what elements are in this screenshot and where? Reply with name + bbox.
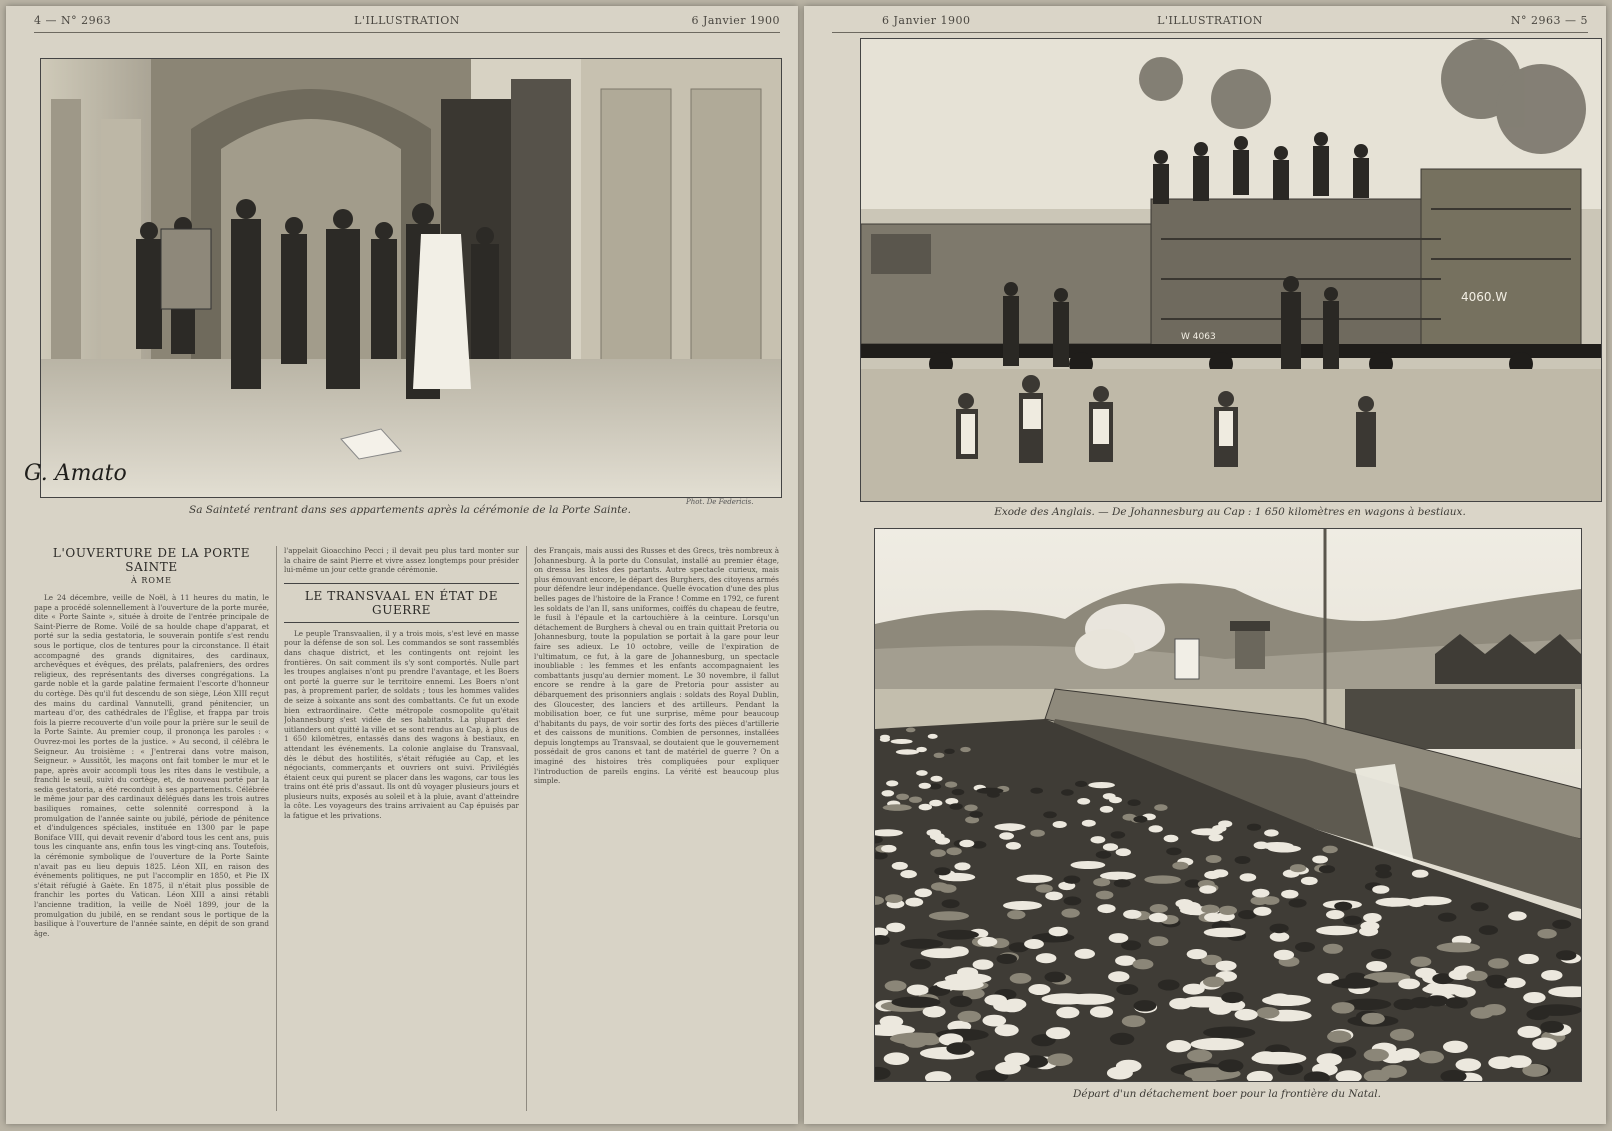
left-running-head xyxy=(34,14,780,30)
article-body-transvaal-continued: des Français, mais aussi des Russes et des Grecs, très nombreux à Johannesburg. À la porte du Consulat, installé au premier étage, on dressa les listes des partants. Autre spectacle curieux, mais plus émouvant encore, le départ des Burghers, des citoyens armés pour défendre leur indépendance. Quelle évocation d'une des plus belles pages de l'histoire de la France ! Comme en 1792, ce furent les soldats de l'an II, sans uniformes, coiffés du chapeau de feutre, le fusil à l'épaule et la cartouchière à la ceinture. Lorsqu'un détachement de Burghers à cheval ou en train quittait Pretoria ou Johannesburg, toute la population se portait à la gare pour leur faire ses adieux. Le 10 octobre, veille de l'expiration de l'ultimatum, ce fut, à la gare de Johannesburg, un spectacle inoubliable : les femmes et les enfants accompagnaient les combattants jusqu'au dernier moment. Le 30 novembre, il fallut encore se rendre à la gare de Pretoria pour assister au débarquement des prisonniers anglais : soldats des Royal Dublin, des Gloucester, des lanciers et des artilleurs. Pendant la mobilisation boer, ce fut une surprise, même pour beaucoup d'habitants du pays, de voir sortir des forts des pièces d'artillerie et des caissons de munitions. Combien de personnes, installées depuis longtemps au Transvaal, se doutaient que le gouvernement possédait de gros canons et tant de matériel de guerre ? On a imaginé des histoires très compliquées pour expliquer l'introduction de pareils engins. La vérité est beaucoup plus simple. xyxy=(534,546,779,786)
engraving-illustration xyxy=(41,59,781,497)
left-page xyxy=(6,6,798,1124)
engraving-pope-porte-sainte xyxy=(40,58,782,498)
engraving-caption: Sa Sainteté rentrant dans ses appartements après la cérémonie de la Porte Sainte. xyxy=(189,504,631,516)
wagon-number-label-2: W 4063 xyxy=(1181,332,1216,342)
column-3 xyxy=(534,546,779,1116)
engraving-credit: Phot. De Federicis. xyxy=(686,498,754,506)
right-page-number: N° 2963 — 5 xyxy=(1510,14,1588,27)
photo-boer-caption: Départ d'un détachement boer pour la frontière du Natal. xyxy=(1073,1088,1381,1100)
column-2 xyxy=(284,546,519,1116)
right-head-rule xyxy=(832,32,1588,33)
column-rule-1 xyxy=(276,546,277,1111)
right-masthead: L'ILLUSTRATION xyxy=(1157,14,1263,27)
column-1 xyxy=(34,546,269,1116)
photo-exodus-illustration xyxy=(861,39,1601,501)
photo-boer-detachment xyxy=(874,528,1582,1082)
photo-exodus-caption: Exode des Anglais. — De Johannesburg au Cap : 1 650 kilomètres en wagons à bestiaux. xyxy=(994,506,1466,518)
left-date: 6 Janvier 1900 xyxy=(691,14,780,27)
right-running-head xyxy=(832,14,1588,30)
article-title-transvaal: LE TRANSVAAL EN ÉTAT DE GUERRE xyxy=(284,583,519,623)
column-rule-2 xyxy=(526,546,527,1111)
left-head-rule xyxy=(34,32,780,33)
article-subtitle-rome: À ROME xyxy=(131,576,172,585)
article-body-transvaal: Le peuple Transvaalien, il y a trois mois, s'est levé en masse pour la défense de son sol. Les commandos se sont rassemblés dans chaque district, et les contingents ont rejoint les frontières. On sait comment ils s'y sont comportés. Nulle part les troupes anglaises n'ont pu prendre l'avantage, et les Boers ont porté la guerre sur le territoire ennemi. Les Boers n'ont pas, à proprement parler, de soldats ; tous les hommes valides de seize à soixante ans sont des combattants. Ce fut un exode bien extraordinaire. Cette métropole cosmopolite qu'était Johannesburg s'est vidée de ses habitants. La plupart des uitlanders ont quitté la ville et se sont rendus au Cap, à plus de 1 650 kilomètres, entassés dans des wagons à bestiaux, en attendant les événements. La colonie anglaise du Transvaal, dès le début des hostilités, s'était réfugiée au Cap, et les négociants, commerçants et ouvriers ont suivi. Privilégiés étaient ceux qui purent se placer dans les wagons, car tous les trains ont été pris d'assaut. Ils ont dû voyager plusieurs jours et plusieurs nuits, exposés au soleil et à la pluie, avant d'atteindre la côte. Les voyageurs des trains arrivaient au Cap épuisés par la fatigue et les privations. xyxy=(284,628,519,821)
right-date: 6 Janvier 1900 xyxy=(882,14,971,27)
article-title-porte-sainte: L'OUVERTURE DE LA PORTE SAINTE xyxy=(52,546,251,574)
left-masthead: L'ILLUSTRATION xyxy=(354,14,460,27)
article-body-porte-sainte: Le 24 décembre, veille de Noël, à 11 heures du matin, le pape a procédé solennellement à l'ouverture de la porte murée, dite « Porte Sainte », située à droite de l'entrée principale de Saint-Pierre de Rome. Voilé de sa houlde chape d'apparat, et porté sur la sedia gestatoria, le souverain pontife s'est rendu sous le portique, clos de tentures pour la circonstance. Il était accompagné des grands dignitaires, des cardinaux, archevêques et évêques, des prélats, palafreniers, des ordres religieux, des représentants des diverses congrégations. La garde noble et la garde palatine fermaient l'escorte d'honneur du cortège. Dès qu'il fut descendu de son siège, Léon XIII reçut des mains du cardinal Vannutelli, grand pénitencier, un marteau d'or, des cathédrales de l'Église, et frappa par trois fois la pierre recouverte d'un voile pour la prière sur le seuil de la Porte Sainte. Au premier coup, il prononça les paroles : « Ouvrez-moi les portes de la justice. » Au second, il célébra le Seigneur. Au troisième : « J'entrerai dans votre maison, Seigneur. » Aussitôt, les maçons ont fait tomber le mur et le pape, après avoir accompli tous les rites dans le vestibule, a franchi le seuil, suivi du cortège, et, de nouveau porté par la sedia gestatoria, a été reconduit à ses appartements. Célébrée le même jour par des cardinaux délégués dans les trois autres basiliques romaines, cette solennité correspond à la promulgation de l'année sainte ou jubilé, période de pénitence et d'indulgences spéciales, instituée en 1300 par le pape Boniface VIII, qui devait revenir d'abord tous les cent ans, puis tous les cinquante ans, enfin tous les vingt-cinq ans. Toutefois, la cérémonie symbolique de l'ouverture de la Porte Sainte n'avait pas eu lieu depuis 1825. Léon XII, en raison des événements politiques, ne put l'accomplir en 1850, et Pie IX s'était réfugié à Gaète. En 1875, il n'était plus possible de franchir les portes du Vatican. Léon XIII a ainsi rétabli l'ancienne tradition, la veille de Noël 1899, jour de la promulgation du jubilé, en se rendant sous le portique de la basilique à l'ouverture de l'année sainte, en dépit de son grand âge. xyxy=(34,593,269,938)
engraving-signature: G. Amato xyxy=(24,461,127,486)
right-page xyxy=(804,6,1606,1124)
photo-exodus-wagons xyxy=(860,38,1602,502)
left-page-number: 4 — N° 2963 xyxy=(34,14,112,27)
photo-boer-illustration xyxy=(875,529,1581,1081)
wagon-number-label: 4060.W xyxy=(1461,290,1508,304)
article-body-continued: l'appelait Gioacchino Pecci ; il devait peu plus tard monter sur la chaire de saint Pierre et vivre assez longtemps pour présider lui-même un jour cette grande cérémonie. xyxy=(284,546,519,575)
